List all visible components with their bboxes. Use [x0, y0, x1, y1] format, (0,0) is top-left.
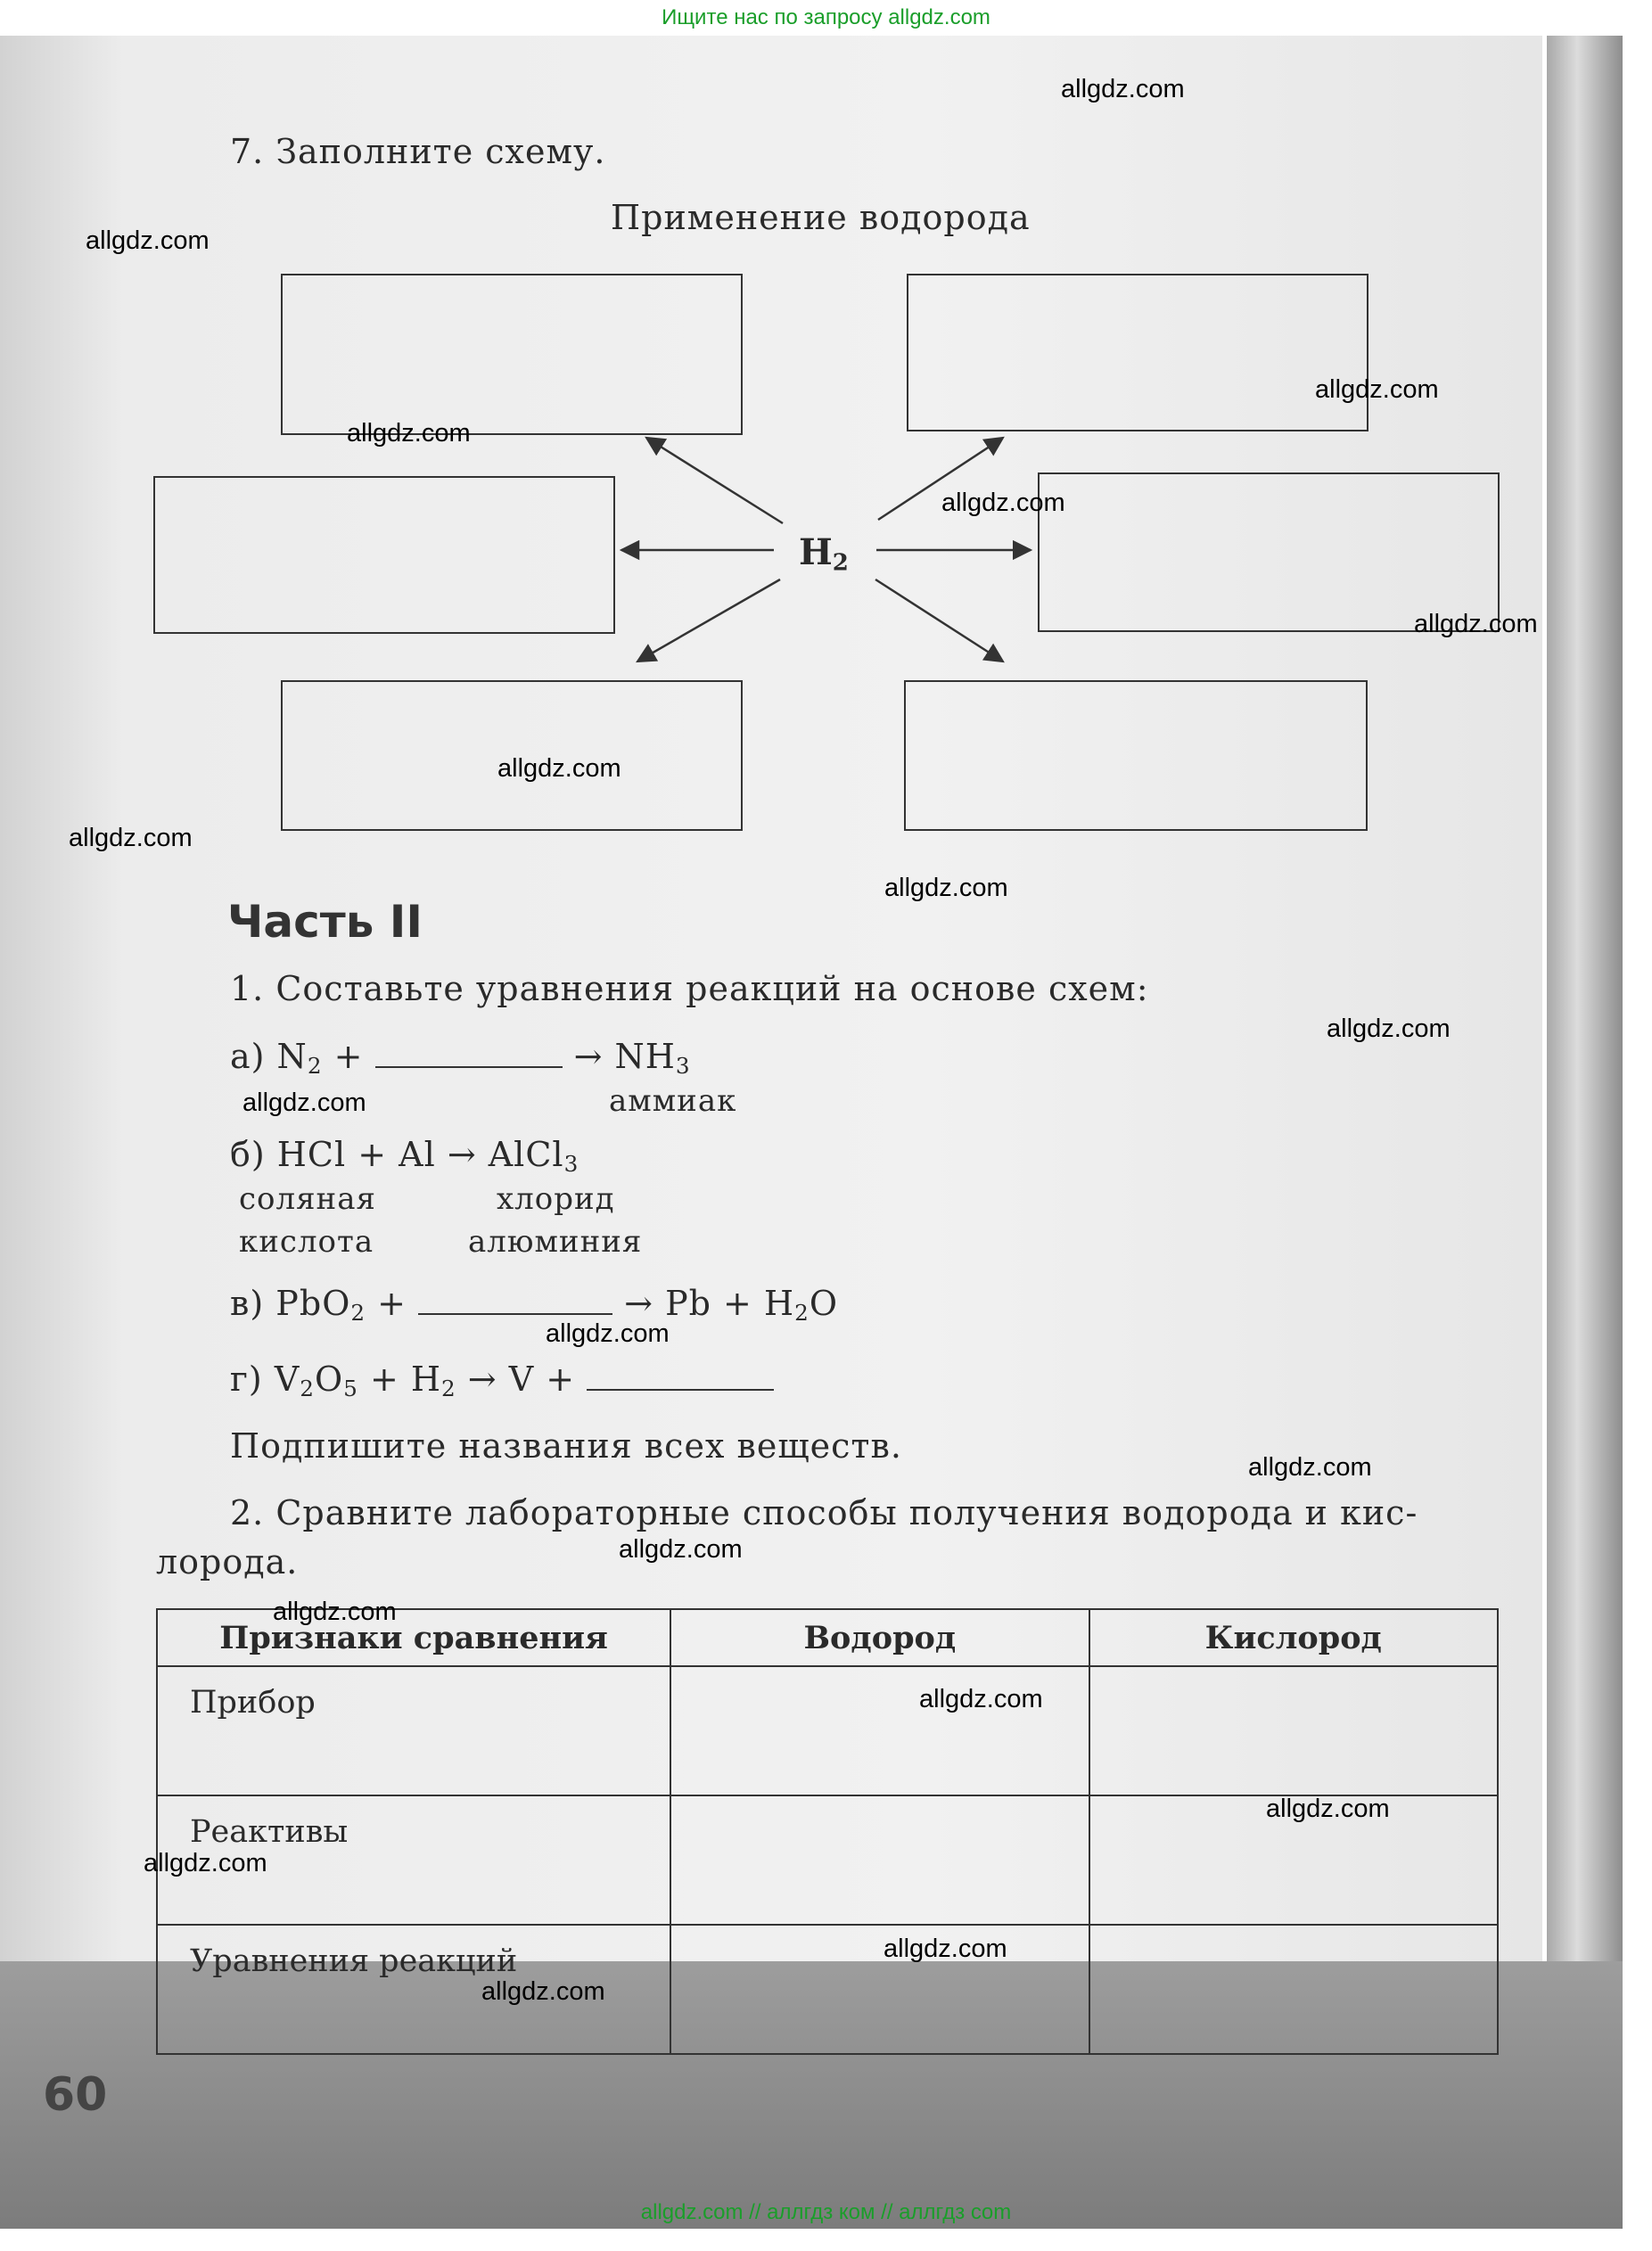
- watermark: allgdz.com: [1327, 1015, 1451, 1043]
- task7-title: 7. Заполните схему.: [230, 132, 606, 171]
- equation-d-blank[interactable]: [587, 1388, 774, 1391]
- watermark: allgdz.com: [1061, 75, 1185, 103]
- hydrogen-cell[interactable]: [670, 1925, 1089, 2054]
- page-number: 60: [43, 2068, 108, 2122]
- top-site-link[interactable]: Ищите нас по запросу allgdz.com: [662, 5, 990, 29]
- watermark: allgdz.com: [1248, 1453, 1372, 1482]
- label-ammonia: аммиак: [609, 1083, 737, 1119]
- arrow-to-bottom-left: [637, 579, 780, 661]
- equation-c-blank[interactable]: [418, 1312, 612, 1315]
- hydrogen-cell[interactable]: [670, 1795, 1089, 1925]
- equation-c: в) PbO$_2$ + → $Pb + H_2O$: [230, 1284, 838, 1327]
- watermark: allgdz.com: [546, 1319, 670, 1348]
- row-label: Уравнения реакций: [157, 1925, 670, 2054]
- part-2-heading: Часть II: [227, 896, 423, 948]
- watermark: allgdz.com: [1315, 375, 1439, 404]
- table-header: Водород: [670, 1609, 1089, 1666]
- sign-names-instruction: Подпишите названия всех веществ.: [230, 1426, 902, 1466]
- watermark: allgdz.com: [481, 1977, 605, 2006]
- arrow-to-bottom-right: [875, 579, 1003, 661]
- footer-links[interactable]: allgdz.com // аллгдз ком // аллгдз com: [640, 2200, 1012, 2224]
- label-hydrochloric: соляная: [239, 1181, 376, 1217]
- watermark: allgdz.com: [941, 489, 1065, 517]
- watermark: allgdz.com: [144, 1849, 267, 1877]
- watermark: allgdz.com: [242, 1089, 366, 1117]
- table-header: Кислород: [1089, 1609, 1498, 1666]
- watermark: allgdz.com: [273, 1598, 397, 1626]
- hydrogen-symbol: $H_2$: [799, 531, 849, 577]
- watermark: allgdz.com: [69, 824, 193, 852]
- watermark: allgdz.com: [347, 419, 471, 448]
- row-label: Реактивы: [157, 1795, 670, 1925]
- oxygen-cell[interactable]: [1089, 1925, 1498, 2054]
- task2-title-line1: 2. Сравните лабораторные способы получения водорода и кис-: [230, 1493, 1418, 1532]
- watermark: allgdz.com: [1266, 1795, 1390, 1823]
- scheme-title: Применение водорода: [611, 198, 1031, 237]
- watermark: allgdz.com: [1414, 610, 1538, 638]
- label-chloride: хлорид: [497, 1181, 615, 1217]
- comparison-table: [156, 1608, 1499, 2055]
- arrow-to-top-left: [646, 438, 783, 523]
- equation-d: г) $V_2O_5 + H_2 \to V$ +: [230, 1360, 774, 1401]
- equation-b: б) HCl + Al → AlCl$_3$: [230, 1135, 579, 1178]
- watermark: allgdz.com: [86, 226, 210, 255]
- watermark: allgdz.com: [619, 1535, 743, 1564]
- oxygen-cell[interactable]: [1089, 1666, 1498, 1795]
- row-label: Прибор: [157, 1666, 670, 1795]
- label-acid: кислота: [239, 1224, 374, 1260]
- task2-title-line2: лорода.: [156, 1542, 299, 1581]
- watermark: allgdz.com: [497, 754, 621, 783]
- watermark: allgdz.com: [884, 1935, 1007, 1963]
- equation-a-blank[interactable]: [375, 1065, 563, 1068]
- label-aluminium: алюминия: [468, 1224, 643, 1260]
- task1-title: 1. Составьте уравнения реакций на основе схем:: [230, 969, 1149, 1008]
- watermark: allgdz.com: [884, 874, 1008, 902]
- table-row: [157, 1666, 1498, 1795]
- equation-a: а) $N_2$ + → $NH_3$: [230, 1037, 691, 1080]
- table-header: Признаки сравнения: [157, 1609, 670, 1666]
- watermark: allgdz.com: [919, 1685, 1043, 1713]
- table-row: [157, 1925, 1498, 2054]
